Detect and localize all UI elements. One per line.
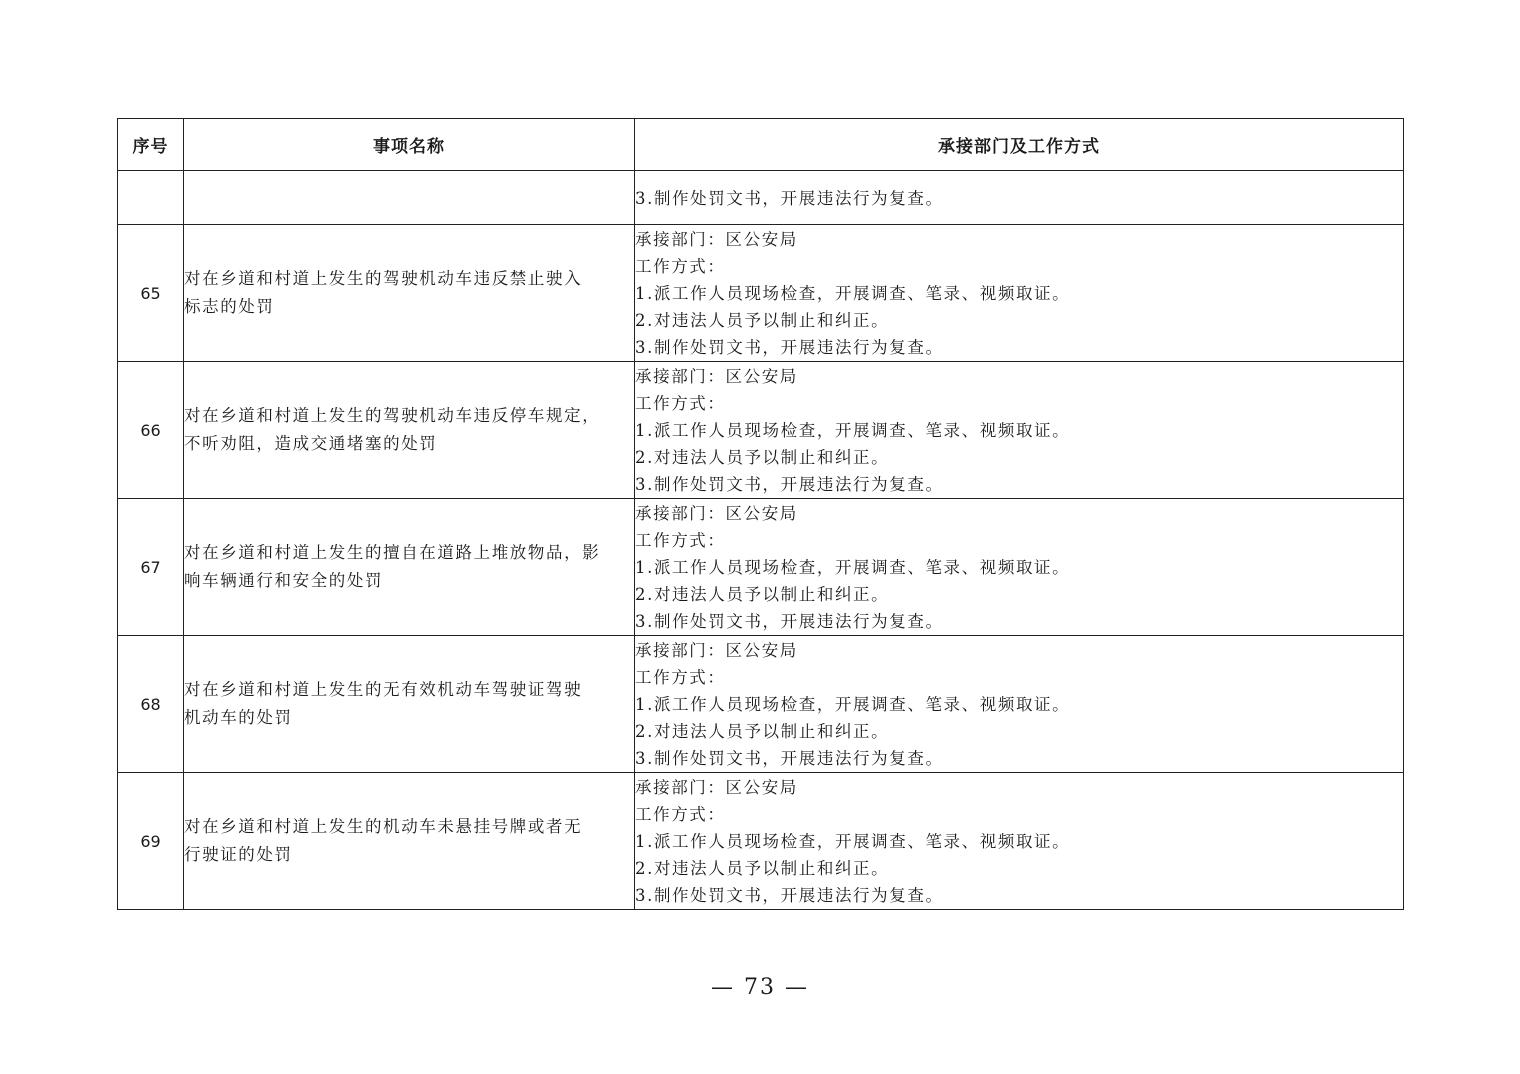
- header-serial-number: 序号: [118, 119, 184, 171]
- matter-name-line: 响车辆通行和安全的处罚: [184, 571, 384, 590]
- table-row: [118, 773, 1404, 910]
- work-line: 2.对违法人员予以制止和纠正。: [635, 448, 890, 467]
- row-work-method: [635, 362, 1404, 499]
- matters-table: [117, 118, 1404, 910]
- row-matter-name: [184, 225, 635, 362]
- row-matter-name: [184, 773, 635, 910]
- work-line: 2.对违法人员予以制止和纠正。: [635, 585, 890, 604]
- matter-name-line: 标志的处罚: [184, 297, 275, 316]
- work-line: 工作方式：: [635, 394, 726, 413]
- table-row: [118, 225, 1404, 362]
- header-matter-name: 事项名称: [184, 119, 635, 171]
- row-number: 66: [118, 362, 184, 499]
- row-matter-name: [184, 636, 635, 773]
- work-line: 3.制作处罚文书，开展违法行为复查。: [635, 338, 944, 357]
- work-line: 承接部门：区公安局: [635, 778, 798, 797]
- table-row: [118, 499, 1404, 636]
- work-line: 1.派工作人员现场检查，开展调查、笔录、视频取证。: [635, 695, 1071, 714]
- row-work-method: [635, 171, 1404, 225]
- matter-name-line: 对在乡道和村道上发生的机动车未悬挂号牌或者无: [184, 817, 583, 836]
- row-number: 65: [118, 225, 184, 362]
- work-line: 1.派工作人员现场检查，开展调查、笔录、视频取证。: [635, 284, 1071, 303]
- table-header-row: [118, 119, 1404, 171]
- work-line: 工作方式：: [635, 805, 726, 824]
- work-line: 2.对违法人员予以制止和纠正。: [635, 722, 890, 741]
- matter-name-line: 对在乡道和村道上发生的驾驶机动车违反禁止驶入: [184, 269, 583, 288]
- row-work-method: [635, 225, 1404, 362]
- work-line: 3.制作处罚文书，开展违法行为复查。: [635, 886, 944, 905]
- matter-name-line: 行驶证的处罚: [184, 845, 293, 864]
- row-number: [118, 171, 184, 225]
- work-line: 3.制作处罚文书，开展违法行为复查。: [635, 189, 944, 208]
- matter-name-line: 对在乡道和村道上发生的无有效机动车驾驶证驾驶: [184, 680, 583, 699]
- table-row: [118, 636, 1404, 773]
- work-line: 3.制作处罚文书，开展违法行为复查。: [635, 475, 944, 494]
- matter-name-line: 不听劝阻，造成交通堵塞的处罚: [184, 434, 438, 453]
- work-line: 工作方式：: [635, 257, 726, 276]
- header-department-method: 承接部门及工作方式: [635, 119, 1404, 171]
- row-work-method: [635, 636, 1404, 773]
- work-line: 1.派工作人员现场检查，开展调查、笔录、视频取证。: [635, 558, 1071, 577]
- matter-name-line: 对在乡道和村道上发生的擅自在道路上堆放物品，影: [184, 543, 601, 562]
- page-number: — 73 —: [711, 975, 809, 1000]
- work-line: 3.制作处罚文书，开展违法行为复查。: [635, 612, 944, 631]
- work-line: 1.派工作人员现场检查，开展调查、笔录、视频取证。: [635, 832, 1071, 851]
- work-line: 工作方式：: [635, 531, 726, 550]
- work-line: 2.对违法人员予以制止和纠正。: [635, 859, 890, 878]
- work-line: 2.对违法人员予以制止和纠正。: [635, 311, 890, 330]
- row-number: 68: [118, 636, 184, 773]
- work-line: 承接部门：区公安局: [635, 641, 798, 660]
- work-line: 承接部门：区公安局: [635, 504, 798, 523]
- row-matter-name: [184, 171, 635, 225]
- work-line: 1.派工作人员现场检查，开展调查、笔录、视频取证。: [635, 421, 1071, 440]
- matter-name-line: 对在乡道和村道上发生的驾驶机动车违反停车规定，: [184, 406, 601, 425]
- work-line: 承接部门：区公安局: [635, 230, 798, 249]
- row-matter-name: [184, 499, 635, 636]
- work-line: 工作方式：: [635, 668, 726, 687]
- work-line: 承接部门：区公安局: [635, 367, 798, 386]
- row-number: 69: [118, 773, 184, 910]
- table-row-continuation: [118, 171, 1404, 225]
- work-line: 3.制作处罚文书，开展违法行为复查。: [635, 749, 944, 768]
- table-row: [118, 362, 1404, 499]
- row-work-method: [635, 499, 1404, 636]
- row-number: 67: [118, 499, 184, 636]
- row-matter-name: [184, 362, 635, 499]
- row-work-method: [635, 773, 1404, 910]
- matter-name-line: 机动车的处罚: [184, 708, 293, 727]
